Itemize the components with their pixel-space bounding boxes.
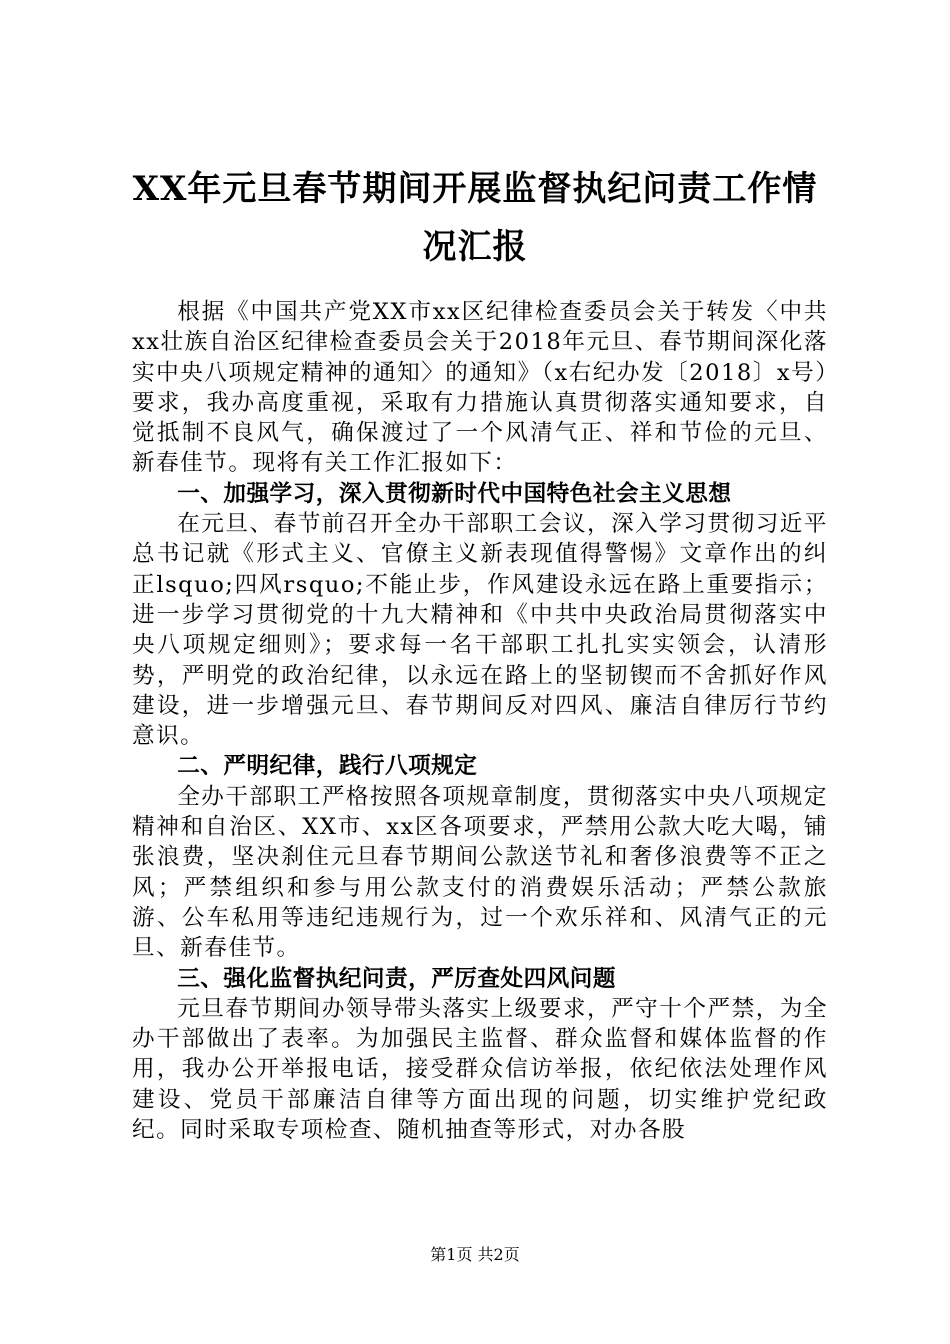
section-3-heading: 三、强化监督执纪问责，严厉查处四风问题 bbox=[177, 965, 616, 992]
section-1-paragraph: 在元旦、春节前召开全办干部职工会议，深入学习贯彻习近平总书记就《形式主义、官僚主义新表现值得警惕》文章作出的纠正lsquo;四风rsquo;不能止步，作风建设永远在路上重要指示；进一步学习贯彻党的十九大精神和《中共中央政治局贯彻落实中央八项规定细则》；要求每一名干部职工扎扎实实领会，认清形势，严明党的政治纪律，以永远在路上的坚韧锲而不舍抓好作风建设，进一步增强元旦、春节期间反对四风、廉洁自律厉行节约意识。 bbox=[132, 511, 828, 750]
section-2-paragraph: 全办干部职工严格按照各项规章制度，贯彻落实中央八项规定精神和自治区、XX市、xx区各项要求，严禁用公款大吃大喝，铺张浪费，坚决刹住元旦春节期间公款送节礼和奢侈浪费等不正之风；严禁组织和参与用公款支付的消费娱乐活动；严禁公款旅游、公车私用等违纪违规行为，过一个欢乐祥和、风清气正的元旦、新春佳节。 bbox=[132, 783, 828, 962]
intro-paragraph: 根据《中国共产党XX市xx区纪律检查委员会关于转发〈中共xx壮族自治区纪律检查委员会关于2018年元旦、春节期间深化落实中央八项规定精神的通知〉的通知》（x右纪办发〔2018〕x号）要求，我办高度重视，采取有力措施认真贯彻落实通知要求，自觉抵制不良风气，确保渡过了一个风清气正、祥和节俭的元旦、新春佳节。现将有关工作汇报如下： bbox=[132, 299, 828, 477]
section-2-heading: 二、严明纪律，践行八项规定 bbox=[177, 753, 478, 780]
section-1-heading: 一、加强学习，深入贯彻新时代中国特色社会主义思想 bbox=[177, 480, 732, 507]
page-footer: 第1页 共2页 bbox=[430, 1245, 520, 1264]
section-3-paragraph: 元旦春节期间办领导带头落实上级要求，严守十个严禁，为全办干部做出了表率。为加强民主监督、群众监督和媒体监督的作用，我办公开举报电话，接受群众信访举报，依纪依法处理作风建设、党员干部廉洁自律等方面出现的问题，切实维护党纪政纪。同时采取专项检查、随机抽查等形式，对办各股 bbox=[132, 995, 828, 1144]
document-body bbox=[132, 297, 828, 1145]
document-title: XX年元旦春节期间开展监督执纪问责工作情况汇报 bbox=[132, 169, 818, 267]
